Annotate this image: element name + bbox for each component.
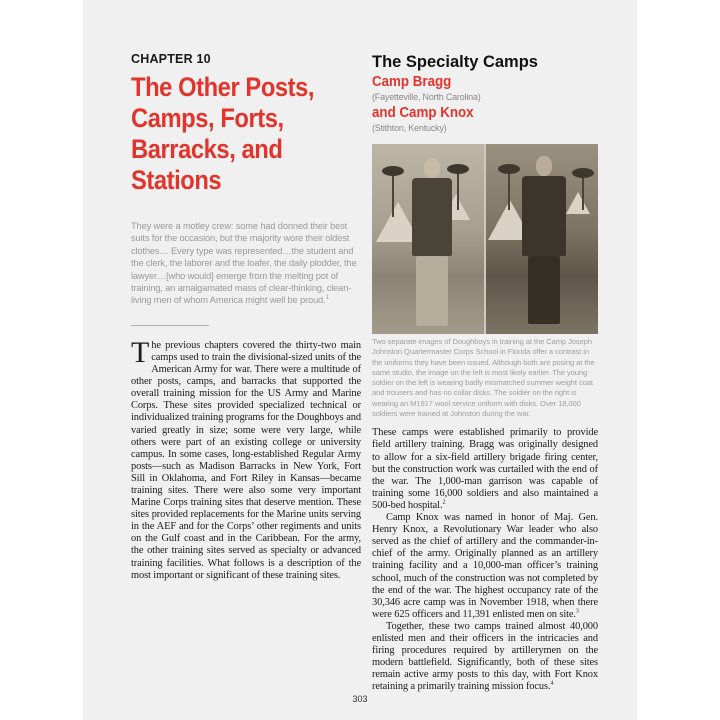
- book-page: [83, 0, 637, 720]
- palm-tree-icon: [582, 174, 584, 210]
- palm-tree-icon: [508, 170, 510, 210]
- paragraph-text: Together, these two camps trained almost 40,000 enlisted men and their officers in the intricacies and firing procedures required by artillerymen on the modern battlefield. Significantly, both of these sites remain active army posts to this day, with Fort Knox retaining a primarily training mission focus.: [372, 620, 598, 693]
- epigraph-text: They were a motley crew: some had donned their best suits for the occasion, but the majority wore their oldest clothes… Every type was represented…the student and the clerk, the laborer and the loafer, the daily plodder, the lawyer…[who would] emerge from the melting pot of training, an amalgamated mass of clear-thinking, clean-living men of whom America might well be proud.: [131, 221, 357, 306]
- palm-tree-icon: [457, 170, 459, 210]
- paragraph: [372, 621, 598, 694]
- footnote-ref: 1: [325, 295, 329, 302]
- right-column: [372, 52, 598, 693]
- camp-bragg-title: Camp Bragg: [372, 74, 452, 90]
- camp-knox-title: and Camp Knox: [372, 105, 474, 121]
- photo-caption: Two separate images of Doughboys in training at the Camp Joseph Johnston Quartermaster Corps School in Florida offer a contrast in the uniforms they have been issued. Although both are posing at the same studio, the image on the left is most likely earlier. The young soldier on the left is wearing badly mismatched summer weight coat and trousers and has no collar disks. The soldier on the right is wearing an M1917 wool service uniform with disks. Over 18,000 soldiers were trained at Johnston during the war.: [372, 337, 595, 419]
- right-body-text: [372, 427, 598, 693]
- palm-leaves: [498, 164, 520, 174]
- palm-leaves: [447, 164, 469, 174]
- footnote-ref: 4: [550, 680, 554, 687]
- footnote-ref: 2: [442, 499, 446, 506]
- camp-bragg-location: (Fayetteville, North Carolina): [372, 92, 481, 102]
- photo-left-soldier: [372, 144, 484, 334]
- soldiers-photo: [372, 144, 598, 334]
- paragraph: [372, 427, 598, 512]
- camp-knox-location: (Stithton, Kentucky): [372, 123, 447, 133]
- page-number: 303: [352, 694, 368, 704]
- paragraph-text: These camps were established primarily to provide field artillery training. Bragg was originally designed to allow for a six-field artillery brigade firing center, but the construction work was curtailed with the end of the war. The 1,000-man garrison was capable of training some 16,000 soldiers and also maintained a 500-bed hospital.: [372, 427, 598, 511]
- epigraph: [131, 220, 361, 307]
- chapter-label: CHAPTER 10: [131, 52, 211, 66]
- tent-shape: [566, 192, 590, 214]
- paragraph-text: Camp Knox was named in honor of Maj. Gen. Henry Knox, a Revolutionary War leader who also served as the chief of artillery and the commander-in-chief of the army. Originally planned as an artillery training facility and a 10,000-man officer’s training school, much of the construction was not completed by the end of the war. The highest occupancy rate of the 30,346 acre camp was in November 1918, when there were 625 officers and 11,391 enlisted men on site.: [372, 512, 598, 620]
- palm-tree-icon: [392, 172, 394, 217]
- divider-rule: [131, 325, 209, 326]
- photo-right-soldier: [486, 144, 598, 334]
- palm-leaves: [572, 168, 594, 178]
- paragraph: [372, 512, 598, 621]
- section-title: The Specialty Camps: [372, 53, 538, 71]
- intro-paragraph: [131, 335, 361, 582]
- chapter-title: The Other Posts, Camps, Forts, Barracks, and Stations: [131, 72, 315, 195]
- footnote-ref: 3: [575, 608, 579, 615]
- left-column: [131, 52, 361, 582]
- palm-leaves: [382, 166, 404, 176]
- intro-paragraph-text: he previous chapters covered the thirty-two main camps used to train the divisional-sized units of the American Army for war. There were a multitude of other posts, camps, and barracks that supported the overall training mission for the US Army and Marine Corps. These sites provided specialized technical or individualized training programs for the Doughboys and varied greatly in size; some were very large, while others were part of an existing college or university campus. In some cases, long-established Regular Army posts—such as Madison Barracks in New York, Fort Sill in Oklahoma, and Fort Riley in Kansas—became training sites. There were also some very important Marine Corps training sites that deserve mention. These sites provided replacements for the Marine units serving in the AEF and for the Corps’ other regiments and units on the Gulf coast and in the Caribbean. For the army, the other training sites served as specialty or advanced training facilities. What follows is a description of the most important or significant of these training sites.: [131, 339, 361, 581]
- drop-cap: T: [131, 335, 150, 369]
